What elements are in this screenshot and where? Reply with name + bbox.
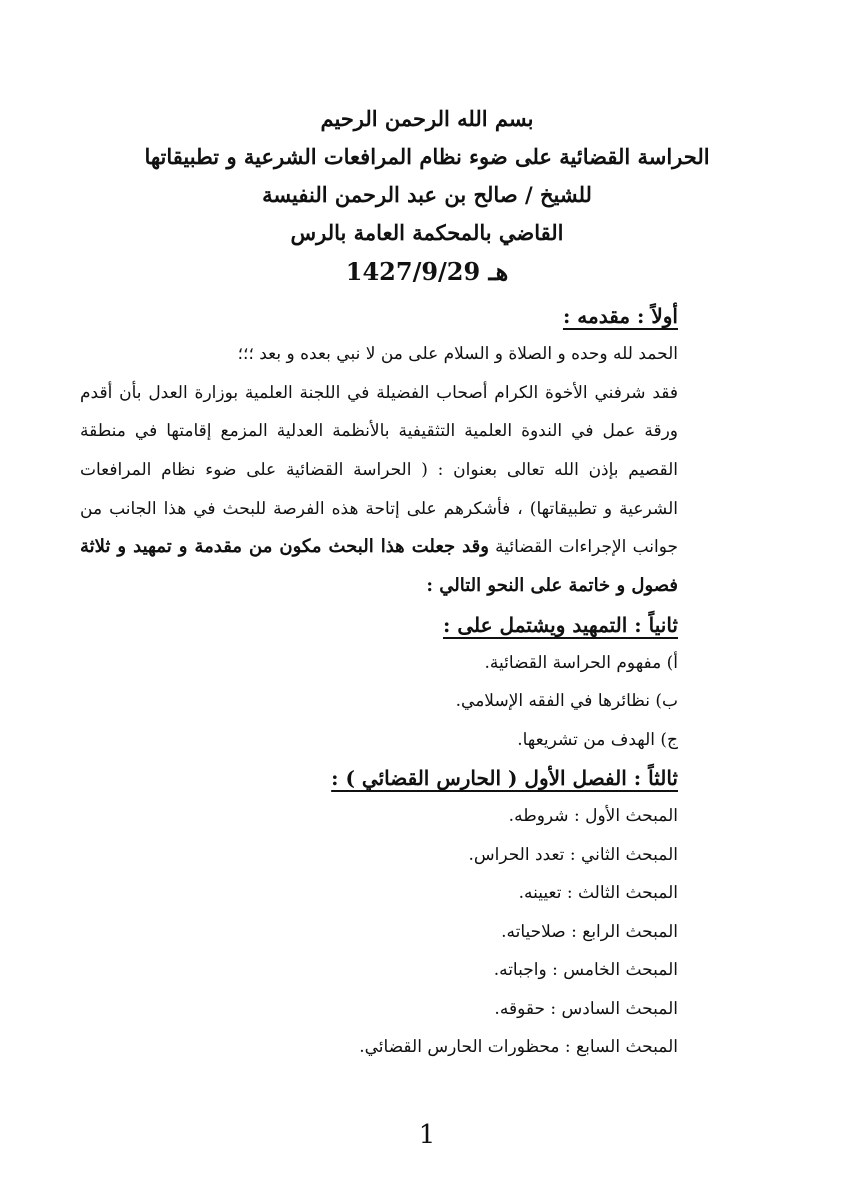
list-item: ب) نظائرها في الفقه الإسلامي.: [455, 691, 678, 712]
intro-heading: أولاً : مقدمه :: [562, 304, 678, 328]
list-item: المبحث الخامس : واجباته.: [493, 960, 678, 981]
intro-paragraph: [80, 374, 678, 606]
list-item: المبحث الثالث : تعيينه.: [518, 883, 678, 904]
document-body: [80, 297, 678, 1067]
list-item: المبحث الرابع : صلاحياته.: [501, 921, 678, 942]
author-line: للشيخ / صالح بن عبد الرحمن النفيسة: [262, 182, 592, 207]
tamheed-heading: ثانياً : التمهيد ويشتمل على :: [443, 612, 678, 637]
list-item: المبحث السابع : محظورات الحارس القضائي.: [359, 1037, 678, 1058]
list-item: المبحث السادس : حقوقه.: [494, 998, 678, 1019]
page-number: 1: [418, 1120, 436, 1150]
document-header: [60, 100, 794, 292]
document-date: 1427/9/29 هـ: [345, 257, 509, 286]
intro-paragraph-text: فقد شرفني الأخوة الكرام أصحاب الفضيلة في اللجنة العلمية بوزارة العدل بأن أقدم ورقة عمل في الندوة العلمية التثقيفية بالأنظمة العدلية المزمع إقامتها في منطقة القصيم بإذن الله تعالى بعنوان : ( الحراسة القضائية على ضوء نظام المرافعات الشرعية و تطبيقاتها) ، فأشكرهم على إتاحة هذه الفرصة للبحث في هذا الجانب من جوانب الإجراءات القضائية: [80, 382, 679, 558]
list-item: أ) مفهوم الحراسة القضائية.: [484, 652, 678, 673]
chapter1-heading: ثالثاً : الفصل الأول ( الحارس القضائي ) :: [331, 766, 678, 791]
document-title: الحراسة القضائية على ضوء نظام المرافعات الشرعية و تطبيقاتها: [144, 144, 710, 169]
list-item: المبحث الثاني : تعدد الحراس.: [468, 844, 678, 865]
basmala: بسم الله الرحمن الرحيم: [320, 106, 534, 131]
intro-opening-line: الحمد لله وحده و الصلاة و السلام على من لا نبي بعده و بعد ؛؛؛: [237, 344, 678, 364]
author-position: القاضي بالمحكمة العامة بالرس: [290, 220, 564, 245]
list-item: ج) الهدف من تشريعها.: [517, 729, 678, 750]
list-item: المبحث الأول : شروطه.: [508, 806, 678, 827]
intro-paragraph-bold: وقد جعلت هذا البحث مكون من مقدمة و تمهيد و ثلاثة فصول و خاتمة على النحو التالي :: [80, 536, 678, 597]
